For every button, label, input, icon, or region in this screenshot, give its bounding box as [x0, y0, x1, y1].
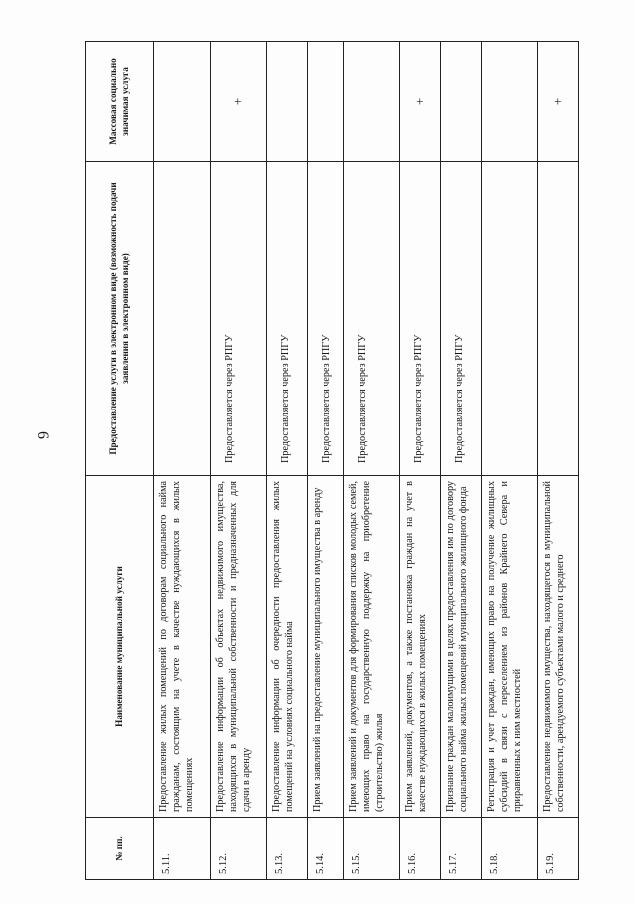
row-electronic: Предоставляется через РПГУ — [267, 162, 308, 476]
header-num: № пп. — [86, 818, 154, 880]
table-row — [538, 42, 579, 880]
services-table-frame — [85, 42, 579, 880]
row-name: Регистрация и учет граждан, имеющих право на получение жилищных субсидий в связи с переселением из районов Крайнего Севера и приравненных к ним местностей — [481, 476, 538, 818]
table-row — [210, 42, 267, 880]
header-name: Наименование муниципальной услуги — [86, 476, 154, 818]
table-row — [307, 42, 343, 880]
row-electronic: Предоставляется через РПГУ — [343, 162, 400, 476]
row-electronic: Предоставляется через РПГУ — [400, 162, 441, 476]
services-table — [85, 41, 579, 880]
row-num: 5.14. — [307, 818, 343, 880]
row-name: Предоставление недвижимого имущества, находящегося в муниципальной собственности, арендуемого субъектами малого и среднего — [538, 476, 579, 818]
row-mass — [154, 42, 211, 162]
row-name: Признание граждан малоимущими в целях предоставления им по договору социального найма жилых помещений муниципального жилищного фонда — [440, 476, 481, 818]
row-mass — [343, 42, 400, 162]
row-num: 5.13. — [267, 818, 308, 880]
row-electronic — [154, 162, 211, 476]
row-num: 5.17. — [440, 818, 481, 880]
table-row — [343, 42, 400, 880]
row-electronic — [481, 162, 538, 476]
table-row — [400, 42, 441, 880]
header-mass: Массовая социально значимая услуга — [86, 42, 154, 162]
row-mass — [267, 42, 308, 162]
row-name: Прием заявлений и документов для формирования списков молодых семей, имеющих право на государственную поддержку на приобретение (строительство) жилья — [343, 476, 400, 818]
row-mass — [481, 42, 538, 162]
row-electronic — [538, 162, 579, 476]
row-electronic: Предоставляется через РПГУ — [210, 162, 267, 476]
row-name: Прием заявлений на предоставление муниципального имущества в аренду — [307, 476, 343, 818]
row-mass: + — [210, 42, 267, 162]
row-mass: + — [538, 42, 579, 162]
row-num: 5.11. — [154, 818, 211, 880]
table-row — [440, 42, 481, 880]
row-electronic: Предоставляется через РПГУ — [307, 162, 343, 476]
table-row — [267, 42, 308, 880]
row-name: Предоставление жилых помещений по договорам социального найма гражданам, состоящим на учете в качестве нуждающихся в жилых помещениях — [154, 476, 211, 818]
row-mass — [440, 42, 481, 162]
row-mass — [307, 42, 343, 162]
header-electronic: Предоставление услуги в электронном виде (возможность подачи заявления в электронном виде) — [86, 162, 154, 476]
table-row — [481, 42, 538, 880]
row-num: 5.19. — [538, 818, 579, 880]
table-header-row — [86, 42, 154, 880]
row-mass: + — [400, 42, 441, 162]
page-number: 6 — [34, 431, 51, 439]
row-num: 5.15. — [343, 818, 400, 880]
row-num: 5.16. — [400, 818, 441, 880]
row-name: Прием заявлений, документов, а также постановка граждан на учет в качестве нуждающихся в жилых помещениях — [400, 476, 441, 818]
row-name: Предоставление информации об объектах недвижимого имущества, находящихся в муниципальной собственности и предназначенных для сдачи в аренду — [210, 476, 267, 818]
row-name: Предоставление информации об очередности предоставления жилых помещений на условиях социального найма — [267, 476, 308, 818]
table-row — [154, 42, 211, 880]
row-electronic: Предоставляется через РПГУ — [440, 162, 481, 476]
row-num: 5.18. — [481, 818, 538, 880]
row-num: 5.12. — [210, 818, 267, 880]
